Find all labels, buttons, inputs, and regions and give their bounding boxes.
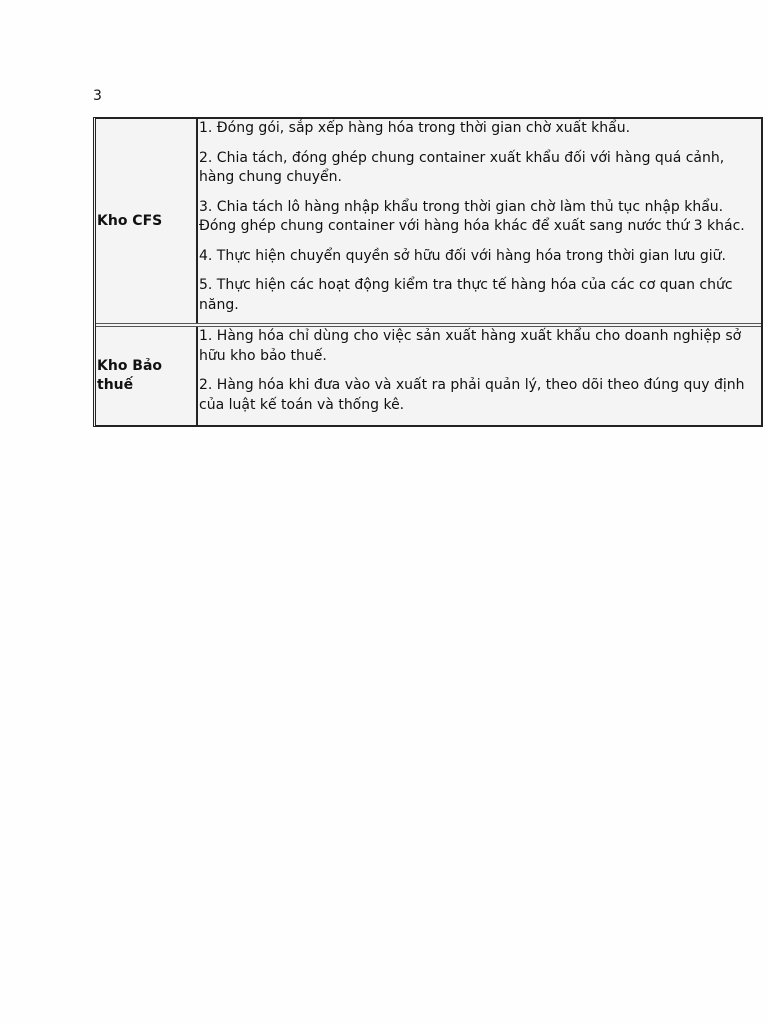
row-label-bonded-warehouse: Kho Bảo thuế	[96, 327, 198, 425]
list-item: 2. Hàng hóa khi đưa vào và xuất ra phải quản lý, theo dõi theo đúng quy định của luật kế toán và thống kê.	[199, 377, 745, 413]
list-item: 2. Chia tách, đóng ghép chung container xuất khẩu đối với hàng quá cảnh, hàng chung chuyển.	[199, 149, 725, 185]
list-item: 1. Hàng hóa chỉ dùng cho việc sản xuất hàng xuất khẩu cho doanh nghiệp sở hữu kho bảo thuế.	[199, 328, 742, 364]
row-label-cfs: Kho CFS	[96, 119, 198, 323]
table-row-cfs	[96, 119, 761, 323]
list-item: 3. Chia tách lô hàng nhập khẩu trong thời gian chờ làm thủ tục nhập khẩu. Đóng ghép chung container với hàng hóa khác để xuất sang nước thứ 3 khác.	[199, 198, 745, 234]
list-item: 4. Thực hiện chuyển quyền sở hữu đối với hàng hóa trong thời gian lưu giữ.	[199, 247, 726, 264]
list-item: 5. Thực hiện các hoạt động kiểm tra thực tế hàng hóa của các cơ quan chức năng.	[199, 277, 733, 313]
row-content-cfs	[198, 119, 761, 323]
list-item: 1. Đóng gói, sắp xếp hàng hóa trong thời gian chờ xuất khẩu.	[199, 120, 631, 136]
warehouse-table	[93, 117, 763, 427]
page-number: 3	[93, 88, 102, 104]
table-row-bonded-warehouse	[96, 323, 761, 425]
row-content-bonded-warehouse	[198, 327, 761, 425]
